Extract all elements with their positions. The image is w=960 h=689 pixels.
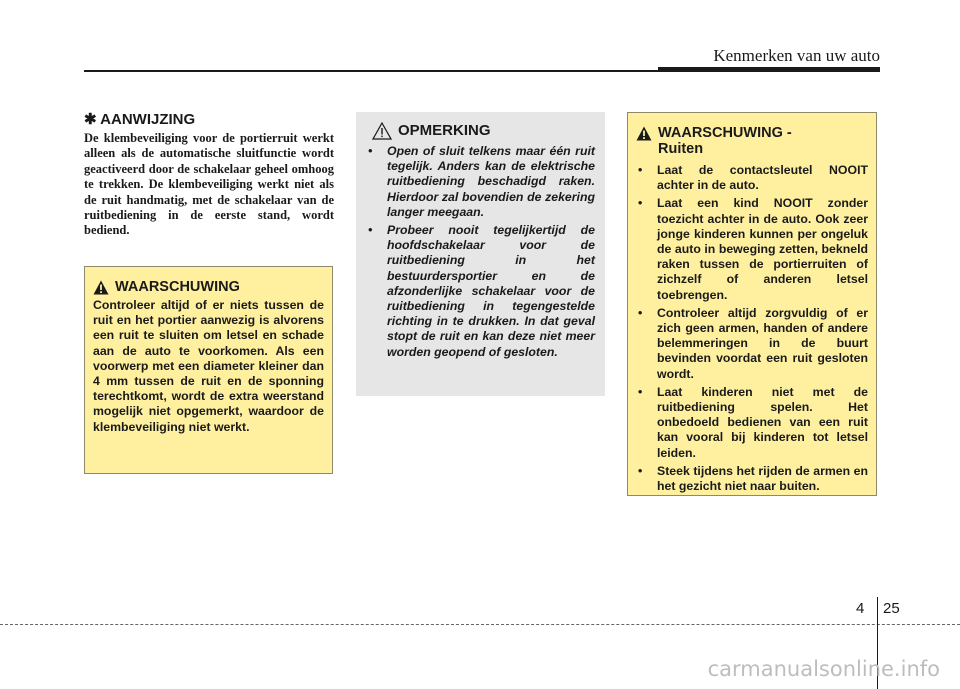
warning-text: Controleer altijd of er niets tussen de ruit en het portier aanwezig is alvorens een ruit te sluiten om letsel en schade aan de auto te voorkomen. Als een voorwerp met een diameter kleiner dan 4 mm tussen de ruit en de sponning terechtkomt, wordt de extra weerstand mogelijk niet opgemerkt, waardoor de klembeveiliging niet werkt. — [93, 298, 324, 434]
note-body: De klembeveiliging voor de portierruit werkt alleen als de automatische sluitfunctie wordt geactiveerd door de schakelaar geheel omhoog te trekken. De klembeveiliging werkt niet als de ruit handmatig, met de schakelaar van de ruitbediening in de eerste stand, wordt bediend. — [84, 131, 334, 238]
note-section — [84, 111, 334, 239]
caution-header — [372, 122, 595, 140]
list-item: • Probeer nooit tegelijkertijd de hoofdschakelaar voor de ruitbediening in het bestuurdersportier en de afzonderlijke schakelaar voor de ruitbediening in tegengestelde richting in te drukken. In dat geval stopt de ruit en kan deze niet meer worden geopend of gesloten. — [368, 223, 595, 359]
footer-rule — [0, 624, 960, 625]
watermark: carmanualsonline.info — [707, 657, 940, 681]
warning-title: WAARSCHUWING — [115, 279, 240, 295]
list-item: • Laat kinderen niet met de ruitbediening spelen. Het onbedoeld bedienen van een ruit kan vooral bij kinderen tot letsel leiden. — [638, 384, 868, 460]
list-item-text: Laat de contactsleutel NOOIT achter in de auto. — [657, 163, 868, 193]
list-item: • Controleer altijd zorgvuldig of er zich geen armen, handen of andere belemmeringen in de buurt bevinden voordat een ruit gesloten wordt. — [638, 305, 868, 381]
warning-title-line-2: Ruiten — [658, 141, 704, 157]
list-item: • Laat de contactsleutel NOOIT achter in de auto. — [638, 163, 868, 193]
caution-triangle-icon — [372, 122, 392, 140]
caution-box — [356, 112, 605, 396]
warning-box-window-closing — [84, 266, 333, 474]
warning-triangle-icon — [93, 280, 109, 295]
list-item-text: Controleer altijd zorgvuldig of er zich geen armen, handen of andere belemmeringen in de buurt bevinden voordat een ruit gesloten wordt. — [657, 305, 868, 381]
list-item-text: Steek tijdens het rijden de armen en het gezicht niet naar buiten. — [657, 463, 868, 494]
running-header-title: Kenmerken van uw auto — [713, 46, 880, 65]
warning-triangle-icon — [636, 126, 652, 141]
list-item: • Steek tijdens het rijden de armen en het gezicht niet naar buiten. — [638, 463, 868, 494]
warning-header — [636, 125, 868, 157]
list-item-text: Laat een kind NOOIT zonder toezicht achter in de auto. Ook zeer jonge kinderen kunnen per ongeluk de auto in beweging zetten, bekneld raken tussen de portierruiten of zichzelf of anderen letsel toebrengen. — [657, 196, 868, 302]
warning-list — [636, 163, 868, 494]
list-item-text: Laat kinderen niet met de ruitbediening spelen. Het onbedoeld bedienen van een ruit kan vooral bij kinderen tot letsel leiden. — [657, 384, 868, 460]
chapter-number: 4 — [856, 600, 865, 617]
list-item: • Laat een kind NOOIT zonder toezicht achter in de auto. Ook zeer jonge kinderen kunnen per ongeluk de auto in beweging zetten, bekneld raken tussen de portierruiten of zichzelf of anderen letsel toebrengen. — [638, 196, 868, 302]
list-item: • Open of sluit telkens maar één ruit tegelijk. Anders kan de elektrische ruitbediening beschadigd raken. Hierdoor zal bovendien de zekering langer meegaan. — [368, 144, 595, 219]
caution-title: OPMERKING — [398, 122, 491, 139]
list-item-text: Probeer nooit tegelijkertijd de hoofdschakelaar voor de ruitbediening in het bestuurdersportier en de afzonderlijke schakelaar voor de ruitbediening in tegengestelde richting in te drukken. In dat geval stopt de ruit en kan deze niet meer worden geopend of gesloten. — [387, 223, 595, 359]
page-number: 25 — [883, 600, 900, 617]
warning-title-line-1: WAARSCHUWING - — [658, 125, 792, 141]
warning-title — [658, 125, 792, 157]
caution-list — [366, 144, 595, 360]
list-item-text: Open of sluit telkens maar één ruit tegelijk. Anders kan de elektrische ruitbediening beschadigd raken. Hierdoor zal bovendien de zekering langer meegaan. — [387, 144, 595, 219]
note-title: ✱ AANWIJZING — [84, 111, 196, 128]
warning-box-windows — [627, 112, 877, 496]
header-rule-accent — [658, 67, 880, 72]
warning-header — [93, 279, 324, 295]
